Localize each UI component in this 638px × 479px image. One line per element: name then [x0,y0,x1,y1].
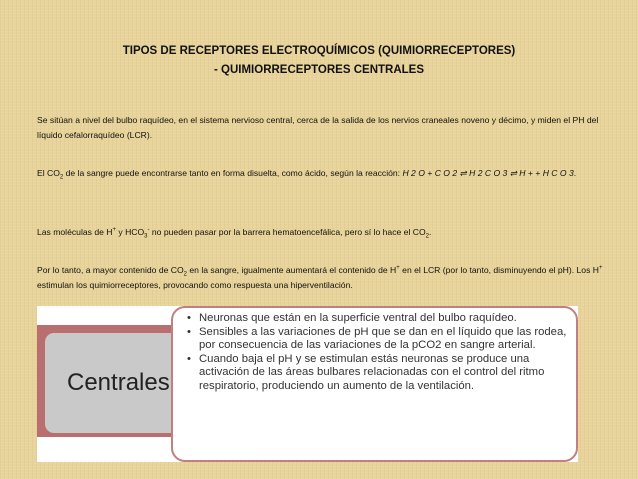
reaction-equation: H 2 O + C O 2 ⇌ H 2 C O 3 ⇌ H + + H C O 3 [402,168,574,178]
p3-text-a: Las moléculas de H [37,227,113,237]
p2-text-b: de la sangre puede encontrarse tanto en forma disuelta, como ácido, según la reacción: [63,168,403,178]
p4-sup2: + [598,265,603,272]
p4-sup: + [396,265,400,272]
bullet-item: • Cuando baja el pH y se estimulan estás neuronas se produce una activación de las áreas bulbares relacionadas con el control del ritmo respiratorio, produciendo un aumento de la ventilación. [187,353,568,394]
p4-text-d: estimulan los quimiorreceptores, provocando como respuesta una hiperventilación. [37,280,353,290]
paragraph-location: Se sitúan a nivel del bulbo raquídeo, en el sistema nervioso central, cerca de la salida de los nervios craneales noveno y décimo, y miden el PH del líquido cefalorraquídeo (LCR). [37,115,599,140]
page-title [0,42,638,80]
paragraph-barrier [37,225,607,240]
bullet-item: • Neuronas que están en la superficie ventral del bulbo raquídeo. [187,312,568,326]
p2-subscript: 2 [59,174,64,181]
bullet-list [187,312,568,394]
p3-sub2: 2 [425,233,429,240]
p3-end: . [428,227,432,237]
centrales-label: Centrales [45,333,217,433]
p3-text-c: no pueden pasar por la barrera hematoencefálica, pero sí lo hace el CO [149,227,426,237]
bullet-item: • Sensibles a las variaciones de pH que se dan en el líquido que las rodea, por consecuencia de las variaciones de la pCO2 en sangre arterial. [187,326,568,353]
centrales-bullet-box [171,306,578,462]
p2-text-a: El CO [37,168,60,178]
title-line-2: - QUIMIORRECEPTORES CENTRALES [214,64,424,76]
title-line-1: TIPOS DE RECEPTORES ELECTROQUÍMICOS (QUIMIORRECEPTORES) [122,45,516,57]
p4-text-b: en la sangre, igualmente aumentará el contenido de H [187,265,397,275]
p4-sub: 2 [183,271,187,278]
p3-sub: 3 [144,233,148,240]
p3-sup: + [112,227,116,234]
p3-text-b: y HCO [116,227,145,237]
p4-text-c: en el LCR (por lo tanto, disminuyendo el pH). Los H [399,265,599,275]
p4-text-a: Por lo tanto, a mayor contenido de CO [37,265,184,275]
p3-sup2: - [147,227,150,234]
centrales-panel [37,306,578,462]
paragraph-conclusion [37,263,607,293]
paragraph-co2-reaction [37,166,607,181]
p2-end: . [573,168,577,178]
